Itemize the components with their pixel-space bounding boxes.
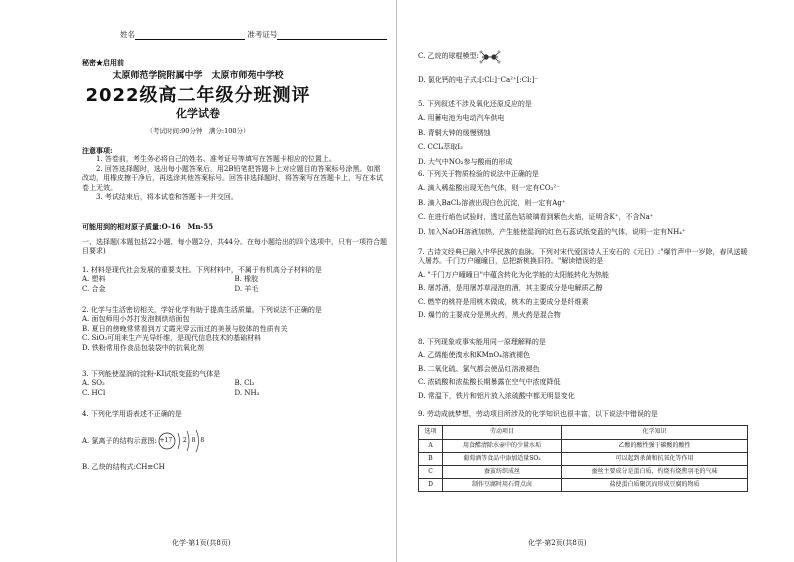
table-row [419, 439, 748, 452]
option-c: C. 浓硫酸和浓盐酸长期暴露在空气中浓度降低 [418, 378, 561, 387]
option-b: B. 屠苏酒，是用屠苏草浸泡的酒，其主要成分是电解质乙醇 [418, 284, 603, 293]
option-b: B. 乙炔的结构式:CH≡CH [82, 463, 165, 472]
question-6 [418, 170, 748, 237]
table-header-row [419, 426, 748, 439]
table-row [419, 452, 748, 465]
table-row [419, 478, 748, 491]
page-footer: 化学·第1页(共8页) [172, 538, 231, 547]
col-header-labor: 劳动项目 [443, 426, 562, 439]
col-header-knowledge: 化学知识 [561, 426, 747, 439]
page-1 [0, 0, 396, 562]
option-c: C. SiO₂可用来生产光导纤维，是现代信息技术的基础材料 [82, 334, 262, 343]
name-field-line [135, 32, 245, 40]
question-stem: 6. 下列关于物质检验的说法中正确的是 [418, 170, 539, 178]
option-a: A. SO₂ [82, 379, 105, 388]
option-d: D. 羊毛 [234, 284, 259, 293]
school-names: 太原师范学院附属中学 太原市师苑中学校 [112, 71, 284, 81]
labor-chemistry-table [418, 425, 748, 491]
name-label: 姓名 [120, 30, 135, 39]
question-stem: 2. 化学与生活密切相关，学好化学有助于提高生活质量。下列说法不正确的是 [82, 306, 322, 314]
question-8 [418, 338, 748, 401]
table-cell: 蚕丝主要成分是蛋白质，灼烧有烧焦羽毛的气味 [561, 465, 747, 478]
option-a: A. 氯离子的结构示意图: +17 2 8 8 [82, 429, 387, 453]
question-4-continued [418, 50, 748, 85]
ethane-ball-stick-model [479, 50, 501, 64]
option-d: D. 氯化钙的电子式:[:Cl:]⁻Ca²⁺[:Cl:]⁻ [418, 76, 539, 84]
option-c: C. HCl [82, 388, 106, 397]
option-b: B. Cl₂ [234, 379, 255, 388]
candidate-info-header [120, 30, 387, 40]
notes-title: 注意事项: [82, 146, 113, 155]
table-cell: B [419, 452, 443, 465]
table-row [419, 465, 748, 478]
option-d: D. 大气中NO₂参与酸雨的形成 [418, 157, 513, 166]
table-cell: 乙酸的酸性强于碳酸的酸性 [561, 439, 747, 452]
option-d: D. 铁粉常用作食品包装袋中的抗氧化剂 [82, 343, 204, 352]
exam-time-score: （考试时间:90分钟 满分:100分） [146, 127, 250, 135]
question-stem: 5. 下列叙述不涉及氧化还原反应的是 [418, 100, 532, 108]
table-cell: C [419, 465, 443, 478]
question-9 [418, 410, 748, 492]
note-item: 3. 考试结束后，将本试卷和答题卡一并交回。 [96, 193, 238, 202]
option-a: A. 塑料 [82, 275, 106, 284]
table-cell: 葡萄酒等食品中添加适量SO₂ [443, 452, 562, 465]
question-stem: 8. 下列现象或事实能用同一原理解释的是 [418, 338, 546, 346]
page-divider [396, 0, 397, 562]
col-header-option: 选项 [419, 426, 443, 439]
question-7 [418, 248, 748, 321]
exam-title: 2022级高二年级分班测评 [85, 85, 311, 106]
option-c: C. 乙烷的球棍模型: [418, 50, 748, 64]
option-a: A. 乙烯能使溴水和KMnO₄溶液褪色 [418, 351, 530, 360]
option-d: D. NH₃ [234, 388, 260, 397]
electron-shells: 2 8 8 [182, 437, 205, 445]
option-b: B. 橡胶 [234, 275, 259, 284]
table-cell: 制作豆腐时用石膏点卤 [443, 478, 562, 491]
option-a: A. 滴入稀盐酸出现无色气体，则一定有CO₃²⁻ [418, 184, 560, 193]
option-b: B. 夏日的傍晚常常看到万丈霞光穿云而过的美景与胶体的性质有关 [82, 324, 288, 333]
table-cell: 用食醋清除水壶中的少量水垢 [443, 439, 562, 452]
question-4 [82, 410, 387, 473]
option-a: A. 面包师用小苏打发泡制烘焙面包 [82, 315, 190, 324]
option-c: C. 在进行焰色试验时，透过蓝色钴玻璃看到紫色火焰，证明含K⁺，不含Na⁺ [418, 213, 654, 222]
option-a: A. 用蓄电池为电动汽车供电 [418, 114, 505, 123]
exam-no-field-line [277, 32, 387, 40]
option-b: B. 二氧化硫、氯气都会使品红溶液褪色 [418, 364, 540, 373]
option-c: C. CCl₄萃取I₂ [418, 143, 463, 152]
option-b: B. 滴入BaCl₂溶液出现白色沉淀，则一定有Ag⁺ [418, 198, 566, 207]
exam-no-label: 准考证号 [247, 30, 278, 39]
table-cell: 可以起到杀菌和抗氧化等作用 [561, 452, 747, 465]
question-stem: 7. 古诗文经典已融入中华民族的血脉。下列对宋代爱国诗人王安石的《元日》:"爆竹声中一岁除，春风送暖入屠苏。千门万户曈曈日，总把新桃换旧符。"解读错误的是 [418, 248, 748, 266]
question-1 [82, 266, 387, 294]
question-3 [82, 370, 387, 398]
question-stem: 3. 下列能使湿润的淀粉-KI试纸变蓝的气体是 [82, 370, 221, 378]
table-cell: D [419, 478, 443, 491]
option-c: C. 合金 [82, 284, 106, 293]
nucleus-charge: +17 [159, 437, 173, 445]
secret-mark: 秘密★启用前 [82, 58, 124, 67]
option-b: B. 青铜大钟的缓慢锈蚀 [418, 128, 491, 137]
table-cell: 蚕茧纺织成丝 [443, 465, 562, 478]
question-5 [418, 100, 748, 167]
page-footer: 化学·第2页(共8页) [528, 538, 587, 547]
option-d: D. 加入NaOH溶液加热，产生能使湿润的红色石蕊试纸变蓝的气体，说明一定有NH₄⁺ [418, 227, 686, 236]
section-one-heading: 一、选择题(本题包括22小题，每小题2分，共44分。在每小题给出的四个选项中，只有一项符合题目要求) [82, 238, 387, 256]
table-cell: 盐使蛋白质聚沉而形成豆腐的物质 [561, 478, 747, 491]
atomic-mass-line: 可能用到的相对原子质量:O-16 Mn-55 [82, 222, 214, 231]
exam-subtitle: 化学试卷 [176, 107, 220, 120]
question-stem: 9. 劳动成就梦想，劳动项目所涉及的化学知识也很丰富，以下说法中错误的是 [418, 410, 658, 418]
option-d: D. 爆竹的主要成分是黑火药，黑火药是混合物 [418, 311, 561, 320]
question-stem: 1. 材料是现代社会发展的重要支柱。下列材料中，不属于有机高分子材料的是 [82, 266, 322, 274]
option-d: D. 常温下，铁片和铝片放入浓硫酸中都无明显变化 [418, 391, 575, 400]
table-cell: A [419, 439, 443, 452]
question-stem: 4. 下列化学用语表述不正确的是 [82, 410, 182, 418]
note-item: 2. 回答选择题时，选出每小题答案后，用2B铅笔把答题卡上对应题目的答案标号涂黑。如需改动，用橡皮擦干净后，再选涂其他答案标号。回答非选择题时，将答案写在答题卡上，写在本试卷上无效。 [82, 164, 383, 192]
option-a: A. "千门万户曈曈日"中蕴含转化为化学能的太阳能转化为热能 [418, 270, 609, 279]
option-c: C. 燃竿的桃符是用桃木做成，桃木的主要成分是纤维素 [418, 297, 589, 306]
page-2 [398, 0, 794, 562]
question-2 [82, 306, 387, 353]
notes-section [82, 146, 387, 203]
note-item: 1. 答卷前，考生务必将自己的姓名、准考证号等填写在答题卡相应的位置上。 [96, 155, 336, 164]
